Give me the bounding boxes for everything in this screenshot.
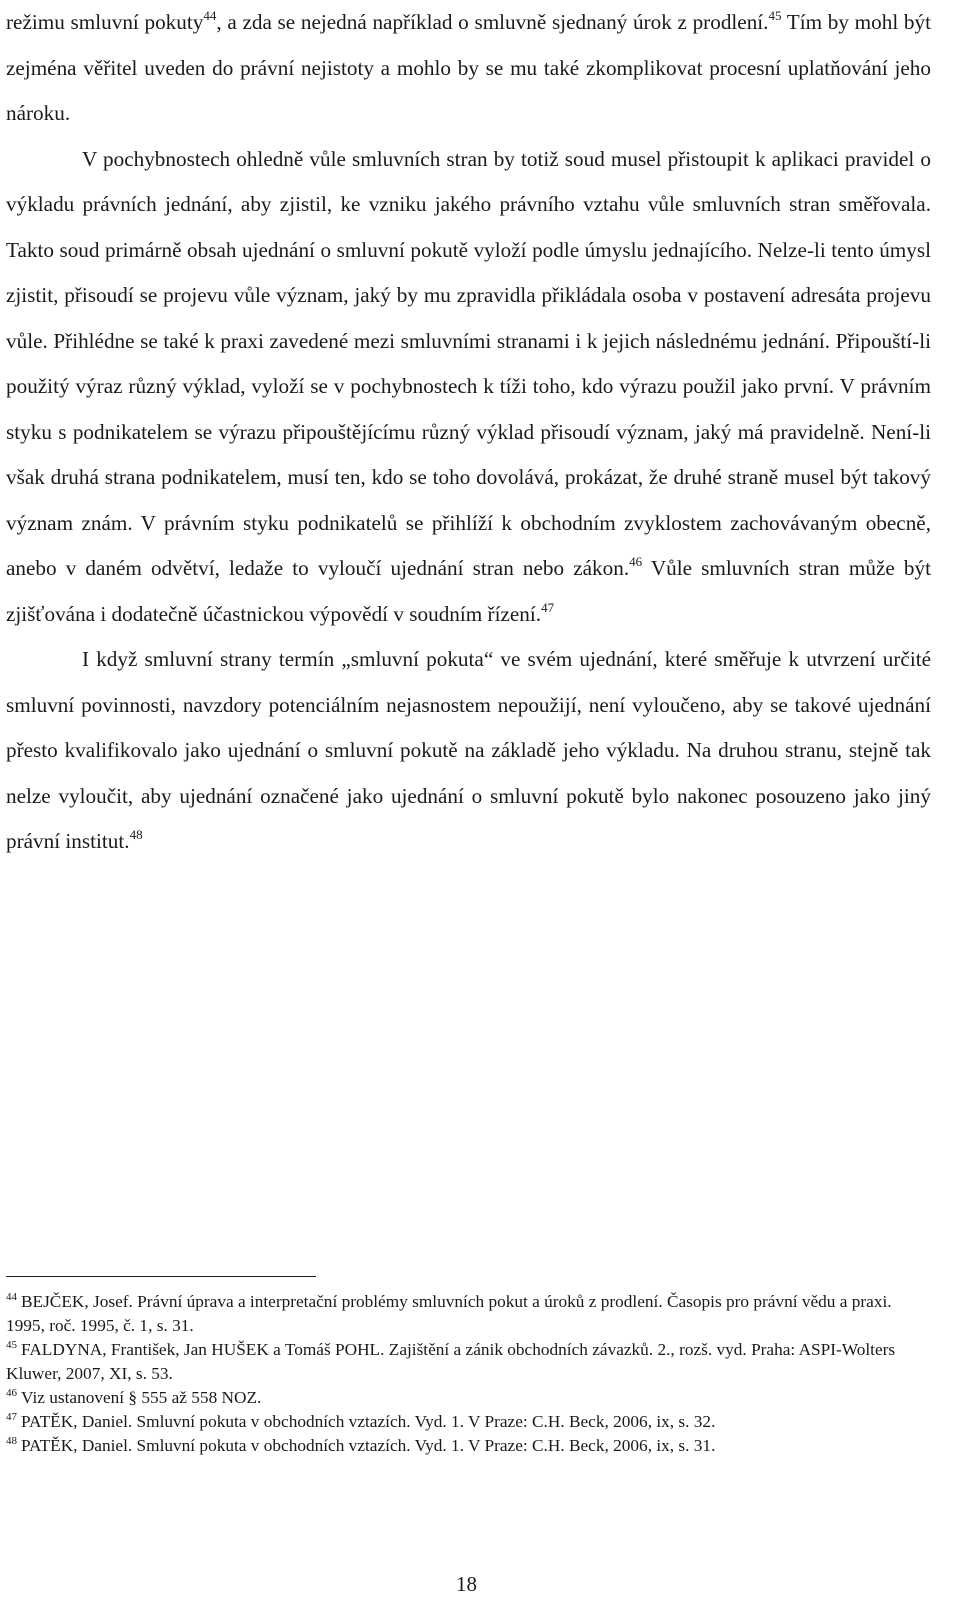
paragraph	[6, 0, 931, 137]
footnote-reference: 47	[541, 599, 555, 615]
footnote-item	[6, 1434, 916, 1458]
paragraph-text: , a zda se nejedná například o smluvně sjednaný úrok z prodlení.	[216, 10, 769, 34]
paragraph-text: V pochybnostech ohledně vůle smluvních stran by totiž soud musel přistoupit k aplikaci pravidel o výkladu právních jednání, aby zjistil, ke vzniku jakého právního vztahu vůle smluvních stran směřovala. Takto soud primárně obsah ujednání o smluvní pokutě vyloží podle úmyslu jednajícího. Nelze-li tento úmysl zjistit, přisoudí se projevu vůle význam, jaký by mu zpravidla přikládala osoba v postavení adresáta projevu vůle. Přihlédne se také k praxi zavedené mezi smluvními stranami i k jejich následnému jednání. Připouští-li použitý výraz různý výklad, vyloží se v pochybnostech k tíži toho, kdo výrazu použil jako první. V právním styku s podnikatelem se výrazu připouštějícímu různý výklad přisoudí význam, jaký má pravidelně. Není-li však druhá strana podnikatelem, musí ten, kdo se toho dovolává, prokázat, že druhé straně musel být takový význam znám. V právním styku podnikatelů se přihlíží k obchodním zvyklostem zachovávaným obecně, anebo v daném odvětví, ledaže to vyloučí ujednání stran nebo zákon.	[6, 146, 931, 580]
paragraph-text: Vůle smluvních stran může být zjišťována i dodatečně účastnickou výpovědí v soudním řízení.	[6, 556, 931, 626]
footnote-item	[6, 1386, 916, 1410]
footnote-reference: 44	[203, 8, 217, 23]
footnote-reference: 45	[768, 8, 782, 23]
footnote-text: Viz ustanovení § 555 až 558 NOZ.	[21, 1388, 262, 1407]
paragraph	[6, 637, 931, 865]
footnote-separator	[6, 1276, 316, 1277]
page-number: 18	[456, 1572, 477, 1596]
footnote-text: PATĚK, Daniel. Smluvní pokuta v obchodních vztazích. Vyd. 1. V Praze: C.H. Beck, 2006, ix, s. 32.	[21, 1412, 716, 1431]
footnote-number: 47	[6, 1411, 17, 1423]
footnote-text: BEJČEK, Josef. Právní úprava a interpretační problémy smluvních pokut a úroků z prodlení. Časopis pro právní vědu a praxi. 1995, roč. 1995, č. 1, s. 31.	[6, 1292, 892, 1335]
paragraph-text: I když smluvní strany termín „smluvní pokuta“ ve svém ujednání, které směřuje k utvrzení určité smluvní povinnosti, navzdory potenciálním nejasnostem nepoužijí, není vyloučeno, aby se takové ujednání přesto kvalifikovalo jako ujednání o smluvní pokutě na základě jeho výkladu. Na druhou stranu, stejně tak nelze vyloučit, aby ujednání označené jako ujednání o smluvní pokutě bylo nakonec posouzeno jako jiný právní institut.	[6, 647, 931, 853]
footnote-number: 46	[6, 1387, 17, 1399]
footnote-text: PATĚK, Daniel. Smluvní pokuta v obchodních vztazích. Vyd. 1. V Praze: C.H. Beck, 2006, ix, s. 31.	[21, 1436, 716, 1455]
footnote-reference: 46	[629, 554, 643, 569]
footnote-item	[6, 1338, 916, 1386]
paragraph-text: režimu smluvní pokuty	[6, 10, 204, 34]
footnotes	[6, 1290, 916, 1458]
footnote-item	[6, 1410, 916, 1434]
body-text	[6, 0, 931, 865]
footnote-text: FALDYNA, František, Jan HUŠEK a Tomáš POHL. Zajištění a zánik obchodních závazků. 2., rozš. vyd. Praha: ASPI-Wolters Kluwer, 2007, XI, s. 53.	[6, 1340, 896, 1383]
footnote-number: 48	[6, 1435, 17, 1447]
paragraph-text: Tím by mohl být zejména věřitel uveden do právní nejistoty a mohlo by se mu také zkomplikovat procesní uplatňování jeho nároku.	[6, 10, 931, 125]
footnote-number: 45	[6, 1339, 17, 1351]
footnote-reference: 48	[129, 827, 143, 842]
footnote-item	[6, 1290, 916, 1338]
footnote-number: 44	[6, 1291, 17, 1303]
paragraph	[6, 137, 931, 638]
